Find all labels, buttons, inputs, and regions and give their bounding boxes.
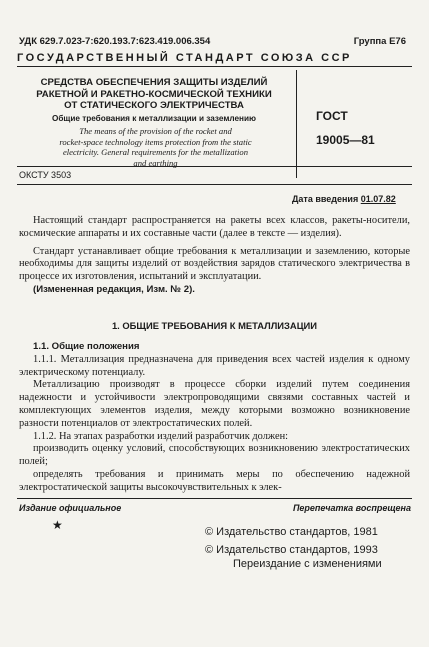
okstu-code: ОКСТУ 3503 bbox=[19, 170, 72, 180]
gost-number: 19005—81 bbox=[316, 133, 375, 147]
copyright-1993: © Издательство стандартов, 1993 bbox=[205, 544, 378, 556]
footer-rule bbox=[17, 498, 412, 499]
clause-paragraph: 1.1.1. Металлизация предназначена для приведения всех частей изделия к одному электрическому потенциалу. bbox=[19, 353, 410, 378]
top-rule bbox=[17, 66, 412, 67]
amendment-note: (Измененная редакция, Изм. № 2). bbox=[33, 283, 195, 295]
effective-date bbox=[292, 194, 396, 204]
intro-paragraph: Настоящий стандарт распространяется на ракеты всех классов, ракеты-носители, космические аппараты и их составные части (далее в тексте — изделия). bbox=[19, 215, 410, 239]
title-line: СРЕДСТВА ОБЕСПЕЧЕНИЯ ЗАЩИТЫ ИЗДЕЛИЙ bbox=[40, 77, 268, 88]
official-edition: Издание официальное bbox=[19, 503, 122, 513]
english-line: The means of the provision of the rocket and bbox=[79, 126, 232, 136]
clause-paragraph: Металлизацию производят в процессе сборки изделий путем соединения надежности и устойчивости электропроводящими связями составных частей и комплектующих элементов изделия, между которыми возможно возникновение разности потенциалов от электростатических полей. bbox=[19, 379, 410, 429]
okstu-bottom-rule bbox=[17, 184, 412, 185]
english-line: rocket-space technology items protection from the static bbox=[59, 136, 252, 147]
clause-paragraph: определять требования и принимать меры по обеспечению надежной электростатической защиты высокочувствительных к элек- bbox=[19, 468, 410, 493]
english-line: and earthing bbox=[133, 157, 178, 168]
title-divider bbox=[296, 70, 297, 178]
okstu-rule bbox=[17, 166, 412, 167]
english-line: electricity. General requirements for the metallization bbox=[62, 147, 249, 158]
section-heading: 1. ОБЩИЕ ТРЕБОВАНИЯ К МЕТАЛЛИЗАЦИИ bbox=[111, 320, 318, 331]
clause-paragraph: производить оценку условий, способствующих возникновению электростатических полей; bbox=[19, 443, 410, 468]
udc-code: УДК 629.7.023-7:620.193.7:623.419.006.354 bbox=[19, 36, 211, 47]
section-text bbox=[19, 341, 410, 495]
group-code: Группа Е76 bbox=[353, 36, 406, 47]
standard-heading: ГОСУДАРСТВЕННЫЙ СТАНДАРТ СОЮЗА ССР bbox=[17, 52, 352, 64]
date-value: 01.07.82 bbox=[360, 194, 396, 204]
reprint-prohibited: Перепечатка воспрещена bbox=[292, 503, 411, 513]
date-label: Дата введения bbox=[292, 194, 359, 204]
title-line: ОТ СТАТИЧЕСКОГО ЭЛЕКТРИЧЕСТВА bbox=[64, 100, 244, 111]
intro-paragraph: Стандарт устанавливает общие требования к металлизации и заземлению, которые необходимы для защиты изделий от воздействия зарядов статического электричества в процессе их изготовления, испытаний и эксплуатации. bbox=[19, 245, 410, 283]
english-title bbox=[28, 126, 283, 168]
document-subtitle: Общие требования к металлизации и заземлению bbox=[52, 114, 256, 123]
title-line: РАКЕТНОЙ И РАКЕТНО-КОСМИЧЕСКОЙ ТЕХНИКИ bbox=[36, 88, 272, 100]
gost-number-block bbox=[316, 104, 375, 152]
star-mark: ★ bbox=[52, 518, 63, 532]
intro-text bbox=[19, 215, 410, 297]
subsection-heading: 1.1. Общие положения bbox=[33, 341, 140, 352]
clause-paragraph: 1.1.2. На этапах разработки изделий разработчик должен: bbox=[33, 430, 289, 442]
document-title bbox=[24, 77, 284, 112]
gost-label: ГОСТ bbox=[316, 109, 348, 123]
copyright-1981: © Издательство стандартов, 1981 bbox=[205, 526, 378, 538]
reissue-note: Переиздание с изменениями bbox=[233, 558, 382, 570]
